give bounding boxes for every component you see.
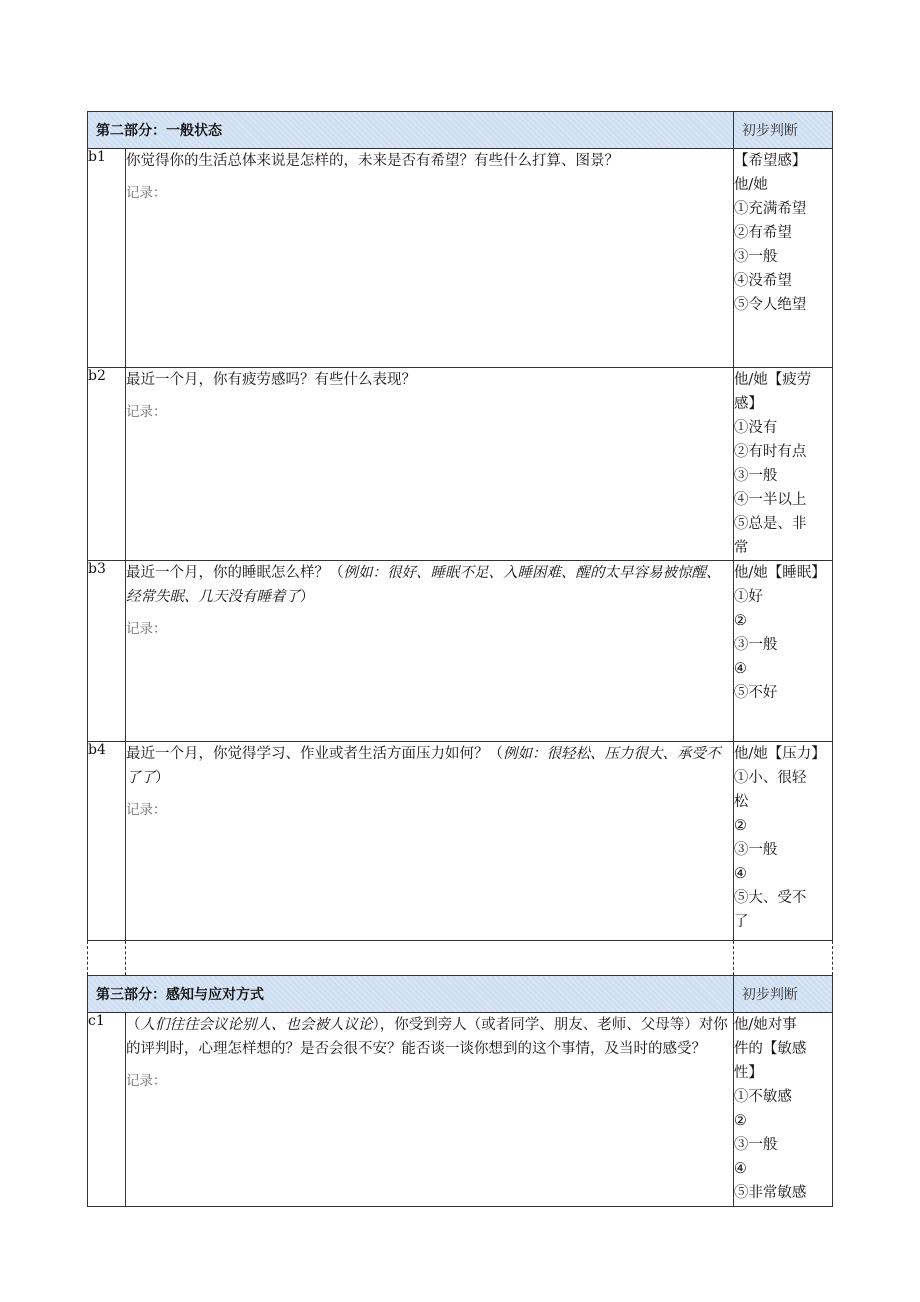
assessment-table bbox=[87, 111, 833, 1207]
judge-line: ⑤令人绝望 bbox=[733, 297, 807, 313]
question-cell bbox=[126, 368, 734, 561]
judge-line: ①好 bbox=[733, 589, 763, 605]
judge-line: ⑤总是、非 bbox=[733, 516, 807, 532]
judge-line: ①不敏感 bbox=[733, 1089, 792, 1105]
question-text bbox=[126, 742, 733, 790]
section2-title: 第二部分：一般状态 bbox=[88, 112, 734, 149]
question-main: ），你受到旁人（或者同学、朋友、老师、父母等）对你的评判时，心理怎样想的？是否会很不安？能否谈一谈你想到的这个事情，及当时的感受？ bbox=[126, 1017, 728, 1057]
judge-line: ③一般 bbox=[733, 249, 778, 265]
question-cell bbox=[126, 561, 734, 742]
judge-line: ④ bbox=[733, 661, 747, 677]
section2-header bbox=[88, 112, 833, 149]
question-main: 最近一个月，你的睡眠怎么样？（ bbox=[126, 565, 344, 581]
judge-line: ①小、很轻 bbox=[733, 770, 807, 786]
question-text bbox=[126, 561, 733, 609]
judge-line: 他/她【压力】 bbox=[733, 746, 826, 762]
spacer-cell bbox=[733, 941, 832, 976]
spacer-row bbox=[88, 941, 833, 976]
row-id: b3 bbox=[88, 561, 126, 742]
table-row-b3 bbox=[88, 561, 833, 742]
judge-line: ② bbox=[733, 818, 747, 834]
row-id: b1 bbox=[88, 149, 126, 368]
question-example: 例如：很轻松、压力很大、承受不了了 bbox=[126, 746, 721, 786]
judge-line: ④ bbox=[733, 866, 747, 882]
question-cell bbox=[126, 1013, 734, 1207]
judge-line: ④没希望 bbox=[733, 273, 792, 289]
question-cell bbox=[126, 149, 734, 368]
judge-line: ④一半以上 bbox=[733, 492, 807, 508]
judge-line: 件的【敏感 bbox=[733, 1041, 807, 1057]
table-row-c1 bbox=[88, 1013, 833, 1207]
question-cell bbox=[126, 742, 734, 941]
table-row-b1 bbox=[88, 149, 833, 368]
judge-cell bbox=[733, 368, 832, 561]
judge-line: 松 bbox=[733, 794, 749, 810]
question-text bbox=[126, 1013, 733, 1061]
row-id: b4 bbox=[88, 742, 126, 941]
question-close: ） bbox=[300, 589, 315, 605]
row-id: b2 bbox=[88, 368, 126, 561]
judge-line: 感】 bbox=[733, 396, 763, 412]
section3-judge-header: 初步判断 bbox=[733, 976, 832, 1013]
question-main: 最近一个月，你觉得学习、作业或者生活方面压力如何？（ bbox=[126, 746, 504, 762]
question-text: 最近一个月，你有疲劳感吗？有些什么表现？ bbox=[126, 372, 417, 388]
judge-line: 常 bbox=[733, 540, 749, 556]
record-label: 记录： bbox=[126, 802, 167, 818]
record-label: 记录： bbox=[126, 1073, 167, 1089]
judge-line: ②有时有点 bbox=[733, 444, 807, 460]
question-example: 人们往往会议论别人、也会被人议论 bbox=[140, 1017, 373, 1033]
judge-line: 【希望感】 bbox=[733, 153, 807, 169]
table-row-b2 bbox=[88, 368, 833, 561]
section3-header bbox=[88, 976, 833, 1013]
judge-line: ③一般 bbox=[733, 468, 778, 484]
judge-line: 他/她 bbox=[733, 177, 768, 193]
section3-title: 第三部分：感知与应对方式 bbox=[88, 976, 734, 1013]
judge-line: ①充满希望 bbox=[733, 201, 807, 217]
judge-line: ⑤大、受不 bbox=[733, 890, 807, 906]
row-id: c1 bbox=[88, 1013, 126, 1207]
judge-line: ③一般 bbox=[733, 1137, 778, 1153]
judge-cell bbox=[733, 561, 832, 742]
judge-line: ② bbox=[733, 1113, 747, 1129]
judge-line: ⑤不好 bbox=[733, 685, 778, 701]
judge-line: ⑤非常敏感 bbox=[733, 1185, 807, 1201]
section2-judge-header: 初步判断 bbox=[733, 112, 832, 149]
record-label: 记录： bbox=[126, 621, 167, 637]
question-open: （ bbox=[126, 1017, 141, 1033]
judge-line: ①没有 bbox=[733, 420, 778, 436]
judge-line: ③一般 bbox=[733, 842, 778, 858]
judge-line: 他/她对事 bbox=[733, 1017, 797, 1033]
judge-line: ② bbox=[733, 613, 747, 629]
table-row-b4 bbox=[88, 742, 833, 941]
judge-line: ②有希望 bbox=[733, 225, 792, 241]
record-label: 记录： bbox=[126, 185, 167, 201]
judge-cell bbox=[733, 1013, 832, 1207]
question-text: 你觉得你的生活总体来说是怎样的，未来是否有希望？有些什么打算、图景？ bbox=[126, 153, 620, 169]
judge-line: 他/她【疲劳 bbox=[733, 372, 812, 388]
judge-cell bbox=[733, 149, 832, 368]
spacer-cell bbox=[88, 941, 126, 976]
question-close: ） bbox=[155, 770, 170, 786]
question-example: 例如：很好、睡眠不足、入睡困难、醒的太早容易被惊醒、经常失眠、几天没有睡着了 bbox=[126, 565, 721, 605]
record-label: 记录： bbox=[126, 404, 167, 420]
judge-line: ④ bbox=[733, 1161, 747, 1177]
judge-line: ③一般 bbox=[733, 637, 778, 653]
judge-line: 性】 bbox=[733, 1065, 763, 1081]
judge-line: 他/她【睡眠】 bbox=[733, 565, 826, 581]
judge-cell bbox=[733, 742, 832, 941]
spacer-cell bbox=[126, 941, 734, 976]
judge-line: 了 bbox=[733, 914, 749, 930]
